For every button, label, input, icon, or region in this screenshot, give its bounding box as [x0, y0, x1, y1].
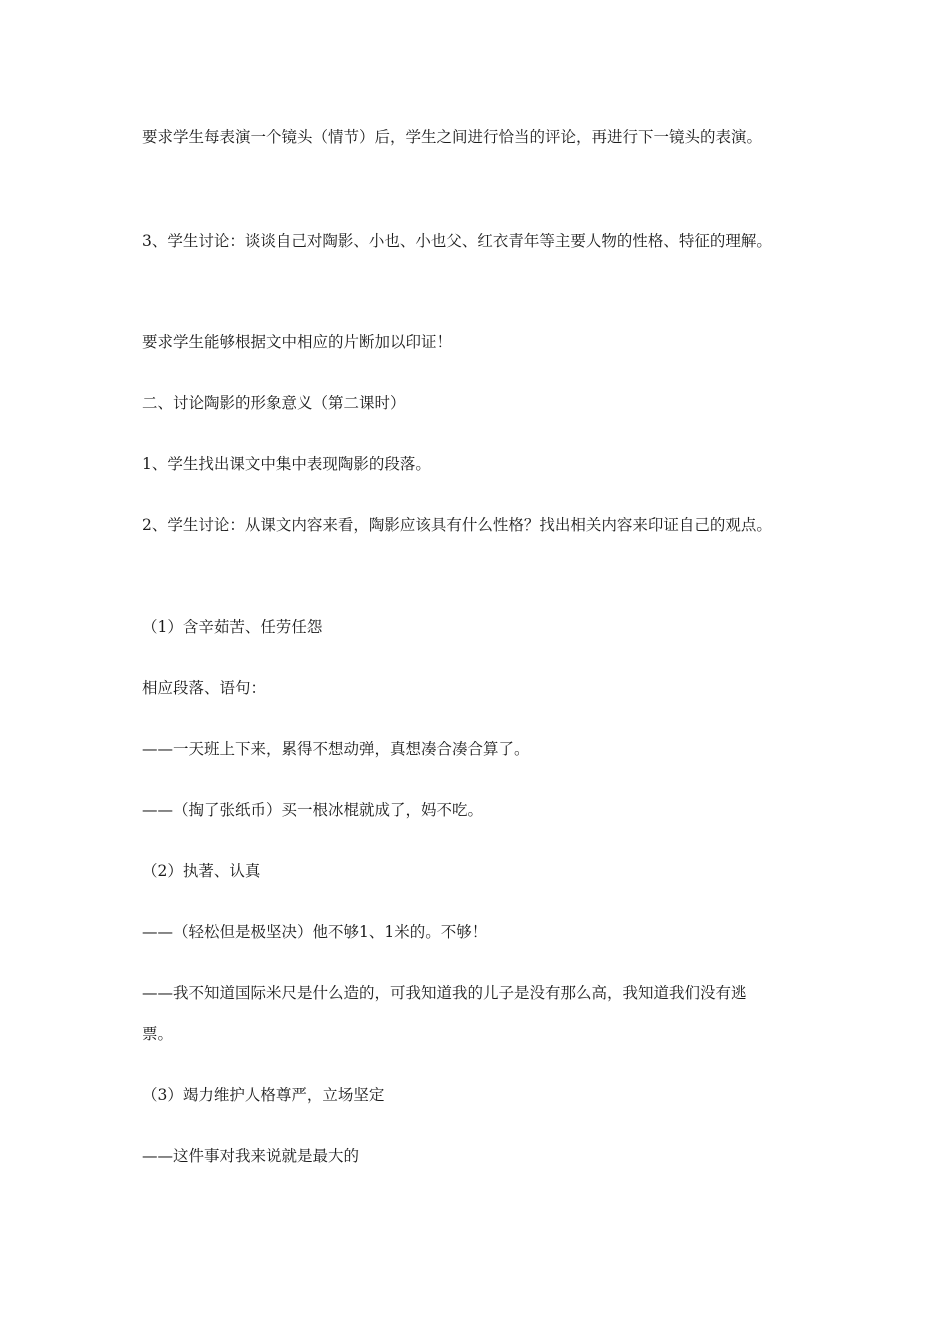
paragraph-item-1: 1、学生找出课文中集中表现陶影的段落。 [142, 455, 431, 473]
paragraph-student-discussion-3: 3、学生讨论：谈谈自己对陶影、小也、小也父、红衣青年等主要人物的性格、特征的理解。 [142, 232, 772, 250]
subheading-trait-3: （3）竭力维护人格尊严，立场坚定 [142, 1086, 385, 1104]
paragraph-evidence-requirement: 要求学生能够根据文中相应的片断加以印证！ [142, 333, 453, 351]
paragraph-related-passages: 相应段落、语句： [142, 679, 267, 697]
paragraph-performance-requirement: 要求学生每表演一个镜头（情节）后，学生之间进行恰当的评论，再进行下一镜头的表演。 [142, 128, 763, 146]
quote-line-3: ——（轻松但是极坚决）他不够1、1米的。不够！ [142, 923, 488, 941]
quote-line-1: ——一天班上下来，累得不想动弹，真想凑合凑合算了。 [142, 740, 530, 758]
paragraph-item-2: 2、学生讨论：从课文内容来看，陶影应该具有什么性格？找出相关内容来印证自己的观点。 [142, 516, 772, 534]
section-heading-2: 二、讨论陶影的形象意义（第二课时） [142, 394, 406, 412]
subheading-trait-1: （1）含辛茹苦、任劳任怨 [142, 618, 323, 636]
subheading-trait-2: （2）执著、认真 [142, 862, 261, 880]
quote-line-4: ——我不知道国际米尺是什么造的，可我知道我的儿子是没有那么高，我知道我们没有逃 [142, 984, 747, 1002]
quote-line-4-continued: 票。 [142, 1025, 174, 1043]
quote-line-5: ——这件事对我来说就是最大的 [142, 1147, 360, 1165]
quote-line-2: ——（掏了张纸币）买一根冰棍就成了，妈不吃。 [142, 801, 484, 819]
